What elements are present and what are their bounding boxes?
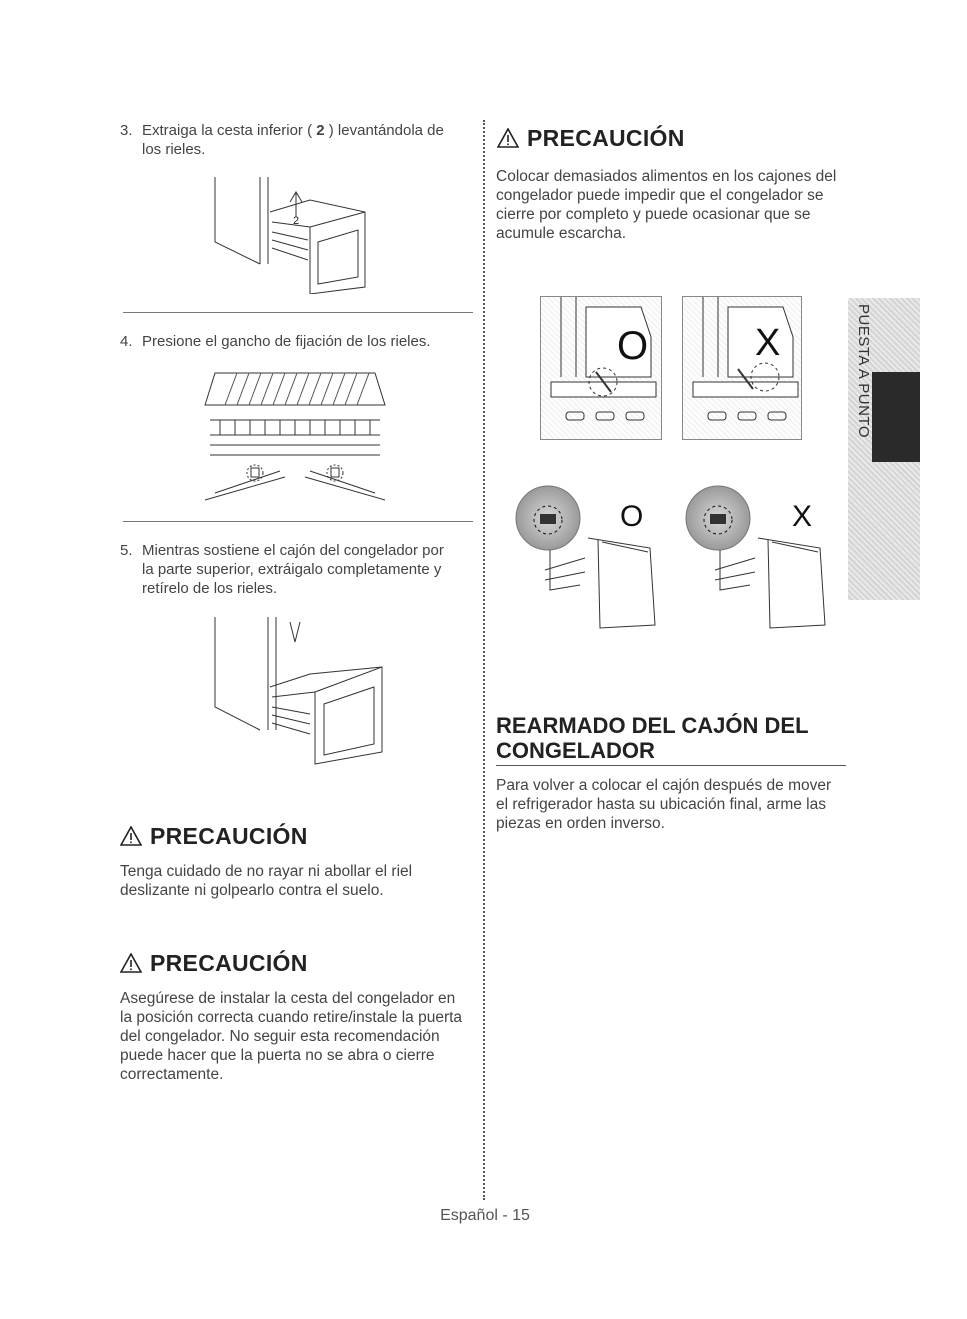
chapter-side-tab: [848, 298, 920, 600]
warning-icon: [120, 953, 142, 973]
step-text: Mientras sostiene el cajón del congelador por la parte superior, extráigalo completamente y retírelo de los rieles.: [142, 542, 444, 597]
step-number: 4.: [120, 333, 133, 350]
section-title: REARMADO DEL CAJÓN DEL CONGELADOR: [496, 713, 809, 763]
caution-text: Colocar demasiados alimentos en los cajones del congelador puede impedir que el congelador se cierre por completo y puede ocasionar que se acumule escarcha.: [496, 168, 837, 242]
step-text: Extraiga la cesta inferior ( 2 ) levantándola de los rieles.: [142, 122, 444, 158]
section-underline: [496, 765, 846, 766]
section-text: Para volver a colocar el cajón después de mover el refrigerador hasta su ubicación final, arme las piezas en orden inverso.: [496, 777, 832, 832]
drawer-hook-correct-illustration: [510, 480, 670, 630]
side-tab-label: PUESTA A PUNTO: [855, 304, 872, 438]
caution-text: Asegúrese de instalar la cesta del congelador en la posición correcta cuando retire/instale la puerta del congelador. No seguir esta recomendación puede hacer que la puerta no se abra o cierre correctamente.: [120, 990, 463, 1083]
step-4: [120, 332, 460, 354]
wrong-mark: X: [792, 500, 813, 533]
caution-heading: [497, 124, 827, 152]
caution-heading: [120, 949, 450, 977]
drawer-hook-incorrect-illustration: [680, 480, 840, 630]
warning-icon: [120, 826, 142, 846]
caution-title: PRECAUCIÓN: [527, 124, 685, 151]
basket-removal-illustration: [200, 172, 390, 294]
ok-mark: O: [620, 500, 644, 533]
divider: [123, 312, 473, 313]
page-footer: Español - 15: [440, 1207, 530, 1224]
drawer-removal-illustration: [200, 612, 390, 767]
step-number: 3.: [120, 122, 133, 139]
ok-mark: O: [617, 324, 649, 368]
rail-hook-illustration: [195, 365, 395, 510]
caution-text: Tenga cuidado de no rayar ni abollar el riel deslizante ni golpearlo contra el suelo.: [120, 863, 413, 899]
caution-title: PRECAUCIÓN: [150, 949, 308, 976]
step-3: [120, 121, 460, 161]
correct-position-illustration: [540, 296, 662, 440]
step-text: Presione el gancho de fijación de los rieles.: [142, 333, 431, 350]
step-number: 5.: [120, 542, 133, 559]
side-tab-marker: [872, 372, 920, 462]
basket-callout-label: 2: [293, 215, 300, 227]
column-divider: [483, 120, 485, 1200]
wrong-mark: X: [755, 322, 781, 364]
step-5: [120, 541, 460, 601]
caution-title: PRECAUCIÓN: [150, 822, 308, 849]
caution-heading: [120, 822, 450, 850]
divider: [123, 521, 473, 522]
incorrect-position-illustration: [682, 296, 802, 440]
warning-icon: [497, 128, 519, 148]
